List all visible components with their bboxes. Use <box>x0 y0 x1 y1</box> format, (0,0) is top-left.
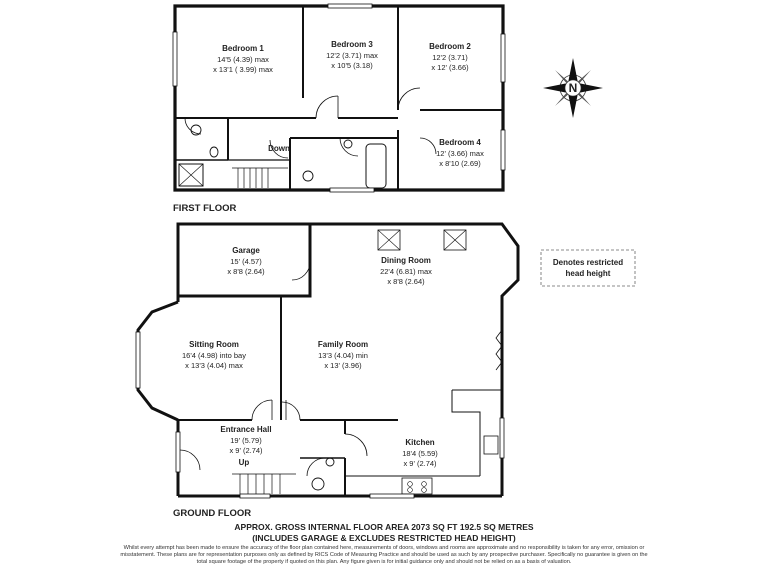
kitchen-name: Kitchen <box>405 438 435 447</box>
family-dim2: x 13' (3.96) <box>324 361 362 370</box>
bedroom4-name: Bedroom 4 <box>439 138 481 147</box>
kitchen-dim2: x 9' (2.74) <box>403 459 437 468</box>
ground-floor-plan <box>138 224 518 496</box>
legend-line2: head height <box>565 269 611 278</box>
bedroom2-name: Bedroom 2 <box>429 42 471 51</box>
garage-dim2: x 8'8 (2.64) <box>227 267 265 276</box>
bedroom2-dim1: 12'2 (3.71) <box>432 53 468 62</box>
ground-floor-label: GROUND FLOOR <box>173 508 252 519</box>
family-dim1: 13'3 (4.04) min <box>318 351 368 360</box>
sitting-dim1: 16'4 (4.98) into bay <box>182 351 246 360</box>
bedroom3-dim2: x 10'5 (3.18) <box>331 61 373 70</box>
bedroom1-dim1: 14'5 (4.39) max <box>217 55 269 64</box>
area-summary: APPROX. GROSS INTERNAL FLOOR AREA 2073 SQ FT 192.5 SQ METRES <box>234 522 534 532</box>
garage-name: Garage <box>232 246 260 255</box>
bedroom2-dim2: x 12' (3.66) <box>431 63 469 72</box>
bedroom4-dim1: 12' (3.66) max <box>436 149 484 158</box>
kitchen-dim1: 18'4 (5.59) <box>402 449 438 458</box>
family-name: Family Room <box>317 340 369 349</box>
bedroom4-dim2: x 8'10 (2.69) <box>439 159 481 168</box>
dining-dim1: 22'4 (6.81) max <box>380 267 432 276</box>
dining-name: Dining Room <box>381 256 431 265</box>
bedroom3-dim1: 12'2 (3.71) max <box>326 51 378 60</box>
restricted-height-legend-box <box>541 250 635 286</box>
garage-dim1: 15' (4.57) <box>230 257 262 266</box>
dining-dim2: x 8'8 (2.64) <box>387 277 425 286</box>
first-floor-label: FIRST FLOOR <box>173 203 237 214</box>
disclaimer-text: Whilst every attempt has been made to ensure the accuracy of the floor plan contained here, measurements of doors, windows and rooms are approximate and no responsibility is taken for any error, omission or misstatement. These plans are for representation purposes only as defined by RICS Code of Measuring Practice and should be used as such by any prospective purchaser. Specifically no guarantee is given on the total square footage of the property if quoted on this plan. Any figure given is for initial guidance only and should not be relied on as a basis of valuation. <box>120 545 648 566</box>
stairs-down-label: Down <box>268 144 290 153</box>
hall-name: Entrance Hall <box>220 425 272 434</box>
legend-line1: Denotes restricted <box>552 258 624 267</box>
sitting-name: Sitting Room <box>189 340 239 349</box>
bedroom1-name: Bedroom 1 <box>222 44 264 53</box>
area-note: (INCLUDES GARAGE & EXCLUDES RESTRICTED HEAD HEIGHT) <box>252 533 516 543</box>
bedroom1-dim2: x 13'1 ( 3.99) max <box>213 65 273 74</box>
hall-dim1: 19' (5.79) <box>230 436 262 445</box>
stairs-up-label: Up <box>238 458 250 467</box>
hall-dim2: x 9' (2.74) <box>229 446 263 455</box>
compass-north-label: N <box>568 81 578 95</box>
bedroom3-name: Bedroom 3 <box>331 40 373 49</box>
sitting-dim2: x 13'3 (4.04) max <box>185 361 243 370</box>
